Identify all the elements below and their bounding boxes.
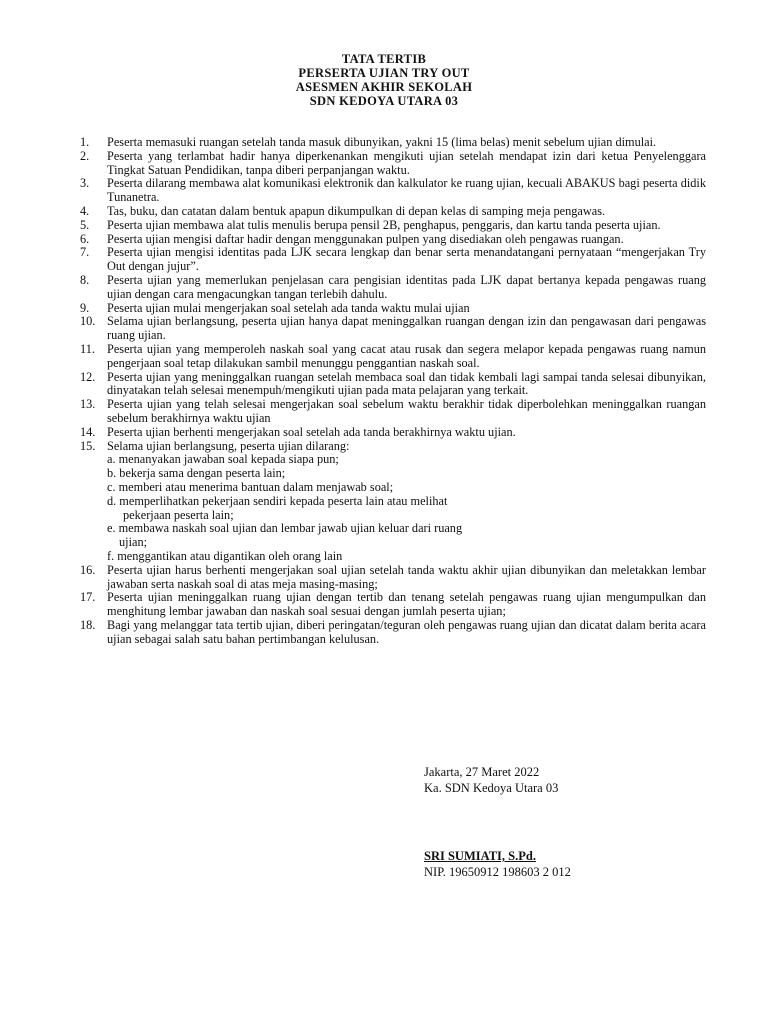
rule-text-line: Peserta ujian membawa alat tulis menulis berupa pensil 2B, penghapus, penggaris, dan kartu tanda	[107, 217, 592, 232]
rule-text-line: dicatat dalam berita acara ujian sebagai salah satu bahan pertimbangan kelulusan.	[107, 617, 706, 646]
rule-item	[80, 274, 706, 302]
rule-number: 13.	[80, 397, 96, 412]
rule-item	[80, 619, 706, 647]
rule-text-line: ujian dimulai.	[587, 135, 657, 149]
rule-number: 11.	[80, 341, 95, 356]
rule-text-line: peserta ujian.	[595, 217, 661, 232]
rule-text-line: Peserta ujian yang memperoleh naskah soal yang cacat atau rusak dan segera melapor kepada	[107, 341, 584, 356]
rule-text-line: Peserta ujian harus berhenti mengerjakan soal ujian setelah tanda waktu akhir ujian dibunyikan	[107, 562, 586, 577]
rule-item	[80, 426, 706, 440]
rule-number: 12.	[80, 369, 96, 384]
rule-text-line: mengumpulkan dan menghitung lembar jawaban dan naskah soal sesuai dengan jumlah peserta	[107, 590, 706, 619]
prohibited-item	[107, 522, 706, 550]
rule-text-line: Peserta ujian mengisi daftar hadir dengan menggunakan pulpen yang disediakan oleh pengawas	[107, 231, 578, 246]
rule-number: 3.	[80, 176, 90, 191]
prohibited-item	[107, 495, 706, 523]
rule-text-line: tanda selesai dibunyikan, dinyatakan telah selesai menempuh/mengikuti ujian pada mata pelajaran	[107, 369, 706, 398]
prohibited-text-line: c. memberi atau menerima bantuan dalam menjawab soal;	[107, 479, 394, 494]
title-line-3: ASESMEN AKHIR SEKOLAH	[295, 80, 473, 94]
prohibited-item	[107, 453, 706, 467]
rule-item	[80, 136, 706, 150]
rule-number: 4.	[80, 203, 90, 218]
rule-item	[80, 564, 706, 592]
rule-item	[80, 246, 706, 274]
signer-nip: NIP. 19650912 198603 2 012	[424, 865, 571, 879]
rule-number: 16.	[80, 562, 96, 577]
rules-list	[80, 136, 706, 646]
title-line-2: PERSERTA UJIAN TRY OUT	[298, 66, 470, 80]
place-date: Jakarta, 27 Maret 2022	[424, 765, 540, 779]
rule-number: 14.	[80, 424, 96, 439]
rule-number: 1.	[80, 135, 90, 149]
prohibited-text-line: pekerjaan peserta lain;	[123, 507, 234, 522]
rule-number: 9.	[80, 300, 90, 315]
rule-text-line: ujian;	[477, 604, 506, 619]
title-line-1: TATA TERTIB	[341, 52, 427, 66]
rule-item	[80, 302, 706, 316]
prohibited-text-line: a. menanyakan jawaban soal kepada siapa pun;	[107, 452, 339, 467]
rule-text-line: Peserta ujian yang memerlukan penjelasan cara pengisian identitas pada LJK dapat bertanya	[107, 272, 581, 287]
rule-text-line: soal.	[456, 355, 480, 370]
rule-text-line: Peserta ujian meninggalkan ruang ujian dengan tertib dan tenang setelah pengawas ruang ujian	[107, 590, 601, 605]
prohibited-text-line: b. bekerja sama dengan peserta lain;	[107, 466, 286, 481]
document-title	[0, 52, 768, 108]
rule-text-line: pengawasan dari pengawas ruang ujian.	[107, 314, 706, 343]
rule-number: 15.	[80, 438, 96, 453]
rule-text-line: Peserta yang terlambat hadir hanya diperkenankan mengikuti ujian setelah mendapat izin dari	[107, 148, 596, 163]
prohibited-item	[107, 467, 706, 481]
rule-text-line: Peserta ujian mengisi identitas pada LJK secara lengkap dan benar serta menandatangani	[107, 245, 555, 260]
rule-item	[80, 343, 706, 371]
rule-text-line: yang terkait.	[466, 383, 529, 398]
rule-text-line: pengawas ruang namun pengerjaan soal tetap dilakukan sambil menunggu penggantian naskah	[107, 341, 706, 370]
rule-text-line: Bagi yang melanggar tata tertib ujian, diberi peringatan/teguran oleh pengawas ruang ujian dan	[107, 617, 577, 632]
rule-item	[80, 591, 706, 619]
rule-text-line: ketua Penyelenggara Tingkat Satuan Pendidikan, tanpa diberi perpanjangan waktu.	[107, 148, 706, 177]
rule-text-line: dan meletakkan lembar jawaban serta naskah soal di atas meja masing-masing;	[107, 562, 706, 591]
rule-text-line: ruangan.	[580, 231, 624, 246]
prohibited-text-line: d. memperlihatkan pekerjaan sendiri kepada peserta lain atau melihat	[107, 493, 448, 508]
signature-block	[424, 764, 558, 796]
rule-text-line: kepada pengawas ruang ujian dengan cara mengacungkan tangan terlebih dahulu.	[107, 272, 706, 301]
rule-item	[80, 233, 706, 247]
signer-name: SRI SUMIATI, S.Pd.	[424, 849, 536, 863]
prohibited-text-line: e. membawa naskah soal ujian dan lembar jawab ujian keluar dari ruang	[107, 521, 463, 536]
rule-number: 5.	[80, 217, 90, 232]
rule-text-line: ABAKUS bagi peserta didik Tunanetra.	[107, 176, 706, 205]
rule-item	[80, 150, 706, 178]
rule-number: 17.	[80, 590, 96, 605]
rule-number: 2.	[80, 148, 90, 163]
rule-item	[80, 315, 706, 343]
signer-position: Ka. SDN Kedoya Utara 03	[424, 781, 559, 795]
rule-item	[80, 371, 706, 399]
rule-text-line: Peserta ujian yang telah selesai mengerjakan soal sebelum waktu berakhir tidak diperbolehkan	[107, 397, 588, 412]
rule-number: 18.	[80, 617, 96, 632]
prohibited-item	[107, 481, 706, 495]
rule-item	[80, 205, 706, 219]
rule-text-line: Peserta ujian yang meninggalkan ruangan setelah membaca soal dan tidak kembali lagi sampai	[107, 369, 578, 384]
rule-item	[80, 398, 706, 426]
rule-text-line: Tas, buku, dan catatan dalam bentuk apapun dikumpulkan di depan kelas di samping meja	[107, 203, 551, 218]
prohibited-text-line: ujian;	[119, 535, 148, 550]
rule-text-line: Peserta memasuki ruangan setelah tanda masuk dibunyikan, yakni 15 (lima belas) menit sebelum	[107, 135, 585, 149]
prohibited-item	[107, 550, 706, 564]
rule-item	[80, 440, 706, 564]
rule-text-line: Selama ujian berlangsung, peserta ujian hanya dapat meninggalkan ruangan dengan izin dan	[107, 314, 568, 329]
prohibited-text-line: f. menggantikan atau digantikan oleh orang lain	[107, 548, 343, 563]
rule-text-line: pernyataan “mengerjakan Try Out dengan jujur”.	[107, 245, 706, 274]
rule-text-line: Peserta dilarang membawa alat komunikasi elektronik dan kalkulator ke ruang ujian, kecuali	[107, 176, 563, 191]
rule-item	[80, 177, 706, 205]
title-line-4: SDN KEDOYA UTARA 03	[309, 94, 459, 108]
rule-number: 10.	[80, 314, 96, 329]
rule-number: 7.	[80, 245, 90, 260]
rule-text-line: Peserta ujian mulai mengerjakan soal setelah ada tanda waktu mulai ujian	[107, 300, 470, 315]
rule-text-line: Selama ujian berlangsung, peserta ujian dilarang:	[107, 438, 350, 453]
prohibited-list	[107, 453, 706, 563]
rule-item	[80, 219, 706, 233]
rule-number: 8.	[80, 272, 90, 287]
rule-number: 6.	[80, 231, 90, 246]
rule-text-line: meninggalkan ruangan sebelum berakhirnya waktu ujian	[107, 397, 707, 425]
rule-text-line: pengawas.	[553, 203, 606, 218]
rule-text-line: Peserta ujian berhenti mengerjakan soal setelah ada tanda berakhirnya waktu ujian.	[107, 424, 516, 439]
